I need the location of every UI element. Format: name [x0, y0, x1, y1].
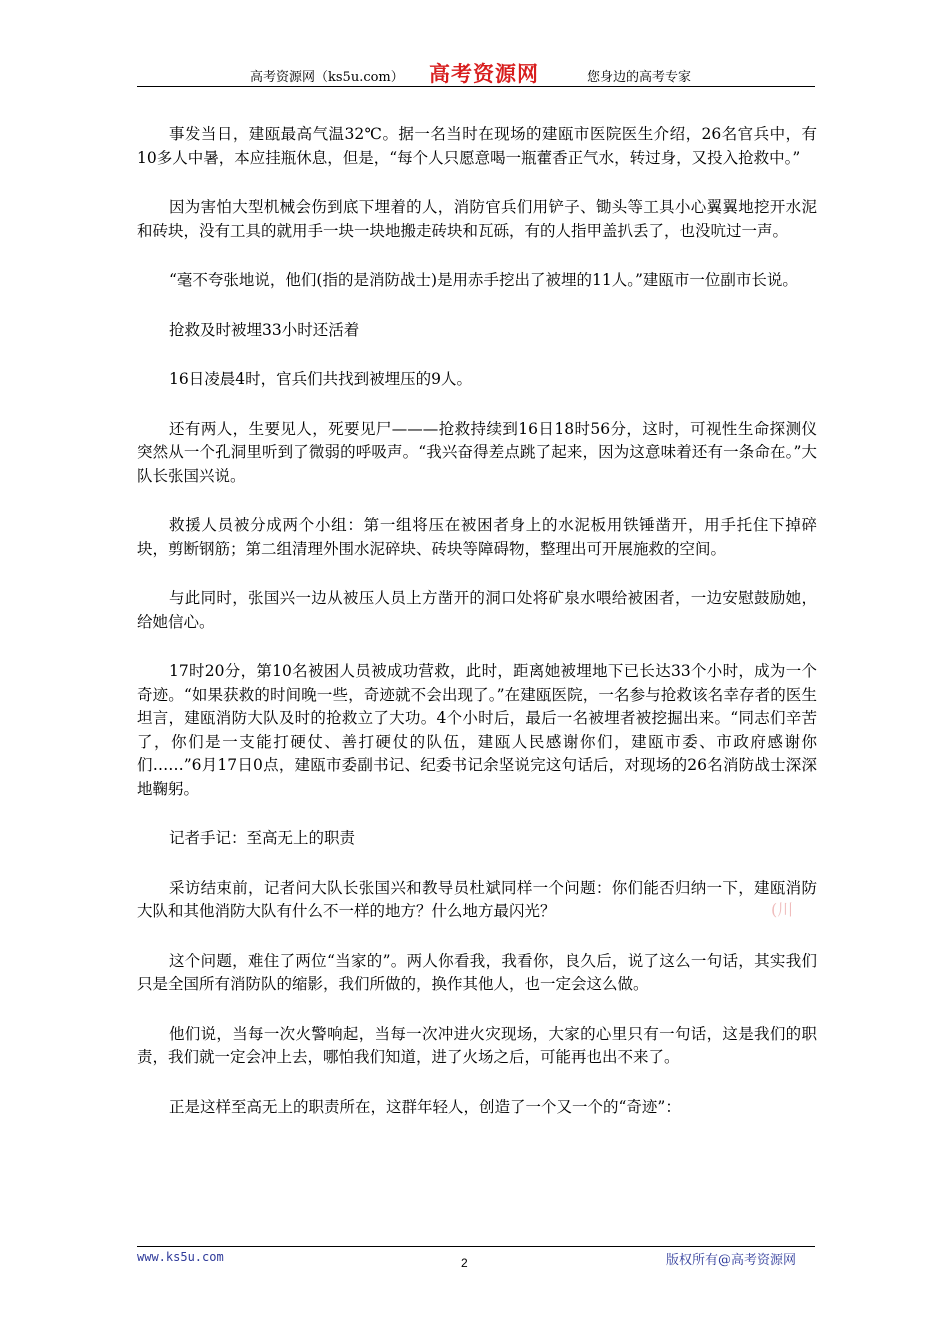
section-heading: 记者手记：至高无上的职责	[169, 829, 356, 847]
paragraph: 采访结束前，记者问大队长张国兴和教导员杜斌同样一个问题：你们能否归纳一下，建瓯消防大队和其他消防大队有什么不一样的地方？什么地方最闪光？	[137, 878, 817, 920]
section-heading: 抢救及时被埋33小时还活着	[169, 320, 360, 339]
paragraph: “毫不夸张地说，他们(指的是消防战士)是用赤手挖出了被埋的11人。”建瓯市一位副市长说。	[169, 271, 798, 289]
footer-copyright: 版权所有@高考资源网	[666, 1253, 797, 1268]
header-site-name: 高考资源网（ks5u.com）	[250, 70, 404, 85]
header-logo: 高考资源网	[429, 61, 539, 86]
paragraph: 与此同时，张国兴一边从被压人员上方凿开的洞口处将矿泉水喂给被困者，一边安慰鼓励她，给她信心。	[137, 589, 817, 631]
article-body	[137, 123, 817, 1145]
paragraph: 事发当日，建瓯最高气温32℃。据一名当时在现场的建瓯市医院医生介绍，26名官兵中，有10多人中暑，本应挂瓶休息，但是，“每个人只愿意喝一瓶藿香正气水，转过身，又投入抢救中。”	[137, 125, 817, 167]
paragraph: 17时20分，第10名被困人员被成功营救，此时，距离她被埋地下已长达33个小时，成为一个奇迹。“如果获救的时间晚一些，奇迹就不会出现了。”在建瓯医院，一名参与抢救该名幸存者的医生坦言，建瓯消防大队及时的抢救立了大功。4个小时后，最后一名被埋者被挖掘出来。“同志们辛苦了，你们是一支能打硬仗、善打硬仗的队伍，建瓯人民感谢你们，建瓯市委、市政府感谢你们……”6月17日0点，建瓯市委副书记、纪委书记余坚说完这句话后，对现场的26名消防战士深深地鞠躬。	[137, 662, 817, 798]
paragraph: 这个问题，难住了两位“当家的”。两人你看我，我看你，良久后，说了这么一句话，其实我们只是全国所有消防队的缩影，我们所做的，换作其他人，也一定会这么做。	[137, 951, 817, 993]
header-slogan: 您身边的高考专家	[587, 70, 692, 85]
paragraph: 还有两人，生要见人，死要见尸———抢救持续到16日18时56分，这时，可视性生命探测仪突然从一个孔洞里听到了微弱的呼吸声。“我兴奋得差点跳了起来，因为这意味着还有一条命在。”大队长张国兴说。	[137, 419, 817, 485]
footer-website-link[interactable]: www.ks5u.com	[137, 1250, 224, 1264]
page-header	[137, 58, 815, 87]
paragraph: 因为害怕大型机械会伤到底下埋着的人，消防官兵们用铲子、锄头等工具小心翼翼地挖开水泥和砖块，没有工具的就用手一块一块地搬走砖块和瓦砾，有的人指甲盖扒丢了，也没吭过一声。	[137, 198, 817, 240]
paragraph: 正是这样至高无上的职责所在，这群年轻人，创造了一个又一个的“奇迹”：	[169, 1097, 681, 1116]
page-number: 2	[461, 1256, 468, 1270]
footer-rule	[137, 1246, 815, 1247]
paragraph: 救援人员被分成两个小组：第一组将压在被困者身上的水泥板用铁锤凿开，用手托住下掉碎块，剪断钢筋；第二组清理外围水泥碎块、砖块等障碍物，整理出可开展施救的空间。	[137, 516, 817, 558]
faint-stamp-mark: (川	[771, 900, 794, 919]
paragraph: 他们说，当每一次火警响起，当每一次冲进火灾现场，大家的心里只有一句话，这是我们的职责，我们就一定会冲上去，哪怕我们知道，进了火场之后，可能再也出不来了。	[137, 1024, 817, 1066]
paragraph: 16日凌晨4时，官兵们共找到被埋压的9人。	[169, 370, 472, 388]
